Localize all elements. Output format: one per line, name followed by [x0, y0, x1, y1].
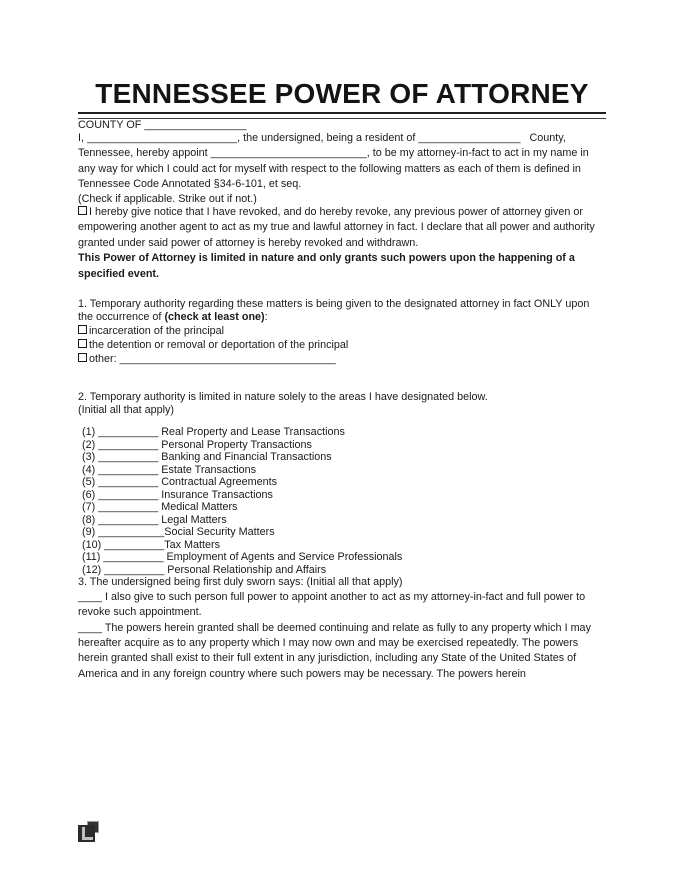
list-item: (2) __________ Personal Property Transactions: [82, 438, 312, 451]
list-item: (9) ___________Social Security Matters: [82, 526, 275, 539]
logo-l-glyph: [82, 827, 93, 840]
option-label: the detention or removal or deportation of the principal: [89, 338, 349, 351]
section-2-heading: 2. Temporary authority is limited in nature solely to the areas I have designated below.: [78, 390, 488, 403]
section-1-colon: :: [264, 311, 268, 324]
limited-poa-notice: This Power of Attorney is limited in nature and only grants such powers upon the happening of a specified event.: [78, 252, 575, 280]
option-incarceration: [78, 325, 606, 339]
check-if-applicable-note: (Check if applicable. Strike out if not.): [78, 192, 257, 205]
list-item: (10) __________Tax Matters: [82, 538, 221, 551]
appoint-another-paragraph: ____ I also give to such person full power to appoint another to act as my attorney-in-fact and full power to revoke such appointment.: [78, 590, 586, 619]
section-2-designated-areas: [78, 391, 606, 418]
continuing-powers-paragraph: ____ The powers herein granted shall be deemed continuing and relate as fully to any property which I may hereafter acquire as to any property which I may now own and may be exercised repeatedly. The powers herein granted shall exist to their full extent in any jurisdiction, including any State of the United States of America and in any foreign country where such powers may be necessary. The powers herein: [78, 621, 591, 680]
page-title: TENNESSEE POWER OF ATTORNEY: [95, 78, 589, 109]
detention-checkbox-icon[interactable]: [78, 339, 87, 348]
list-item: (7) __________ Medical Matters: [82, 501, 238, 514]
section-3-heading: 3. The undersigned being first duly sworn says: (Initial all that apply): [78, 576, 403, 589]
revocation-checkbox-icon[interactable]: [78, 206, 87, 215]
list-item: (11) __________ Employment of Agents and Service Professionals: [82, 551, 403, 564]
incarceration-checkbox-icon[interactable]: [78, 325, 87, 334]
legal-templates-logo: [78, 821, 99, 842]
document-content: [78, 0, 606, 682]
other-checkbox-icon[interactable]: [78, 353, 87, 362]
list-item: (3) __________ Banking and Financial Transactions: [82, 451, 332, 464]
check-at-least-one-label: (check at least one): [164, 311, 265, 324]
section-2-initial-note: (Initial all that apply): [78, 403, 175, 416]
revocation-text: I hereby give notice that I have revoked, and do hereby revoke, any previous power of attorney given or empowering another agent to act as my true and lawful attorney in fact. I declare that all power and authority granted under said power of attorney is hereby revoked and withdrawn.: [78, 205, 595, 249]
option-label: incarceration of the principal: [89, 324, 225, 337]
revocation-paragraph: [78, 205, 606, 252]
section-1-text: 1. Temporary authority regarding these matters is being given to the designated attorney in fact ONLY upon the occurrence of: [78, 297, 590, 324]
list-item: (8) __________ Legal Matters: [82, 513, 227, 526]
intro-paragraph: I, _________________________, the undersigned, being a resident of _________________ County, Tennessee, hereby appoint __________________________, to be my attorney-in-fact to act in my name in any way for which I could act for myself with respect to the following matters as each of them is defined in Tennessee Code Annotated §34-6-101, et seq.: [78, 132, 589, 191]
list-item: (5) __________ Contractual Agreements: [82, 476, 278, 489]
list-item: (12) __________ Personal Relationship and Affairs: [82, 563, 327, 576]
list-item: (1) __________ Real Property and Lease Transactions: [82, 426, 345, 439]
designated-areas-list: [78, 426, 606, 576]
logo-front-square: [78, 825, 95, 842]
option-detention: [78, 339, 606, 353]
option-label: other: ____________________________________: [89, 352, 336, 365]
list-item: (6) __________ Insurance Transactions: [82, 488, 273, 501]
option-other: [78, 353, 606, 367]
county-line: COUNTY OF _________________: [78, 119, 247, 131]
section-1-temporary-authority: [78, 298, 606, 367]
list-item: (4) __________ Estate Transactions: [82, 463, 257, 476]
section-1-heading: [78, 298, 606, 325]
title-divider: [78, 112, 606, 119]
